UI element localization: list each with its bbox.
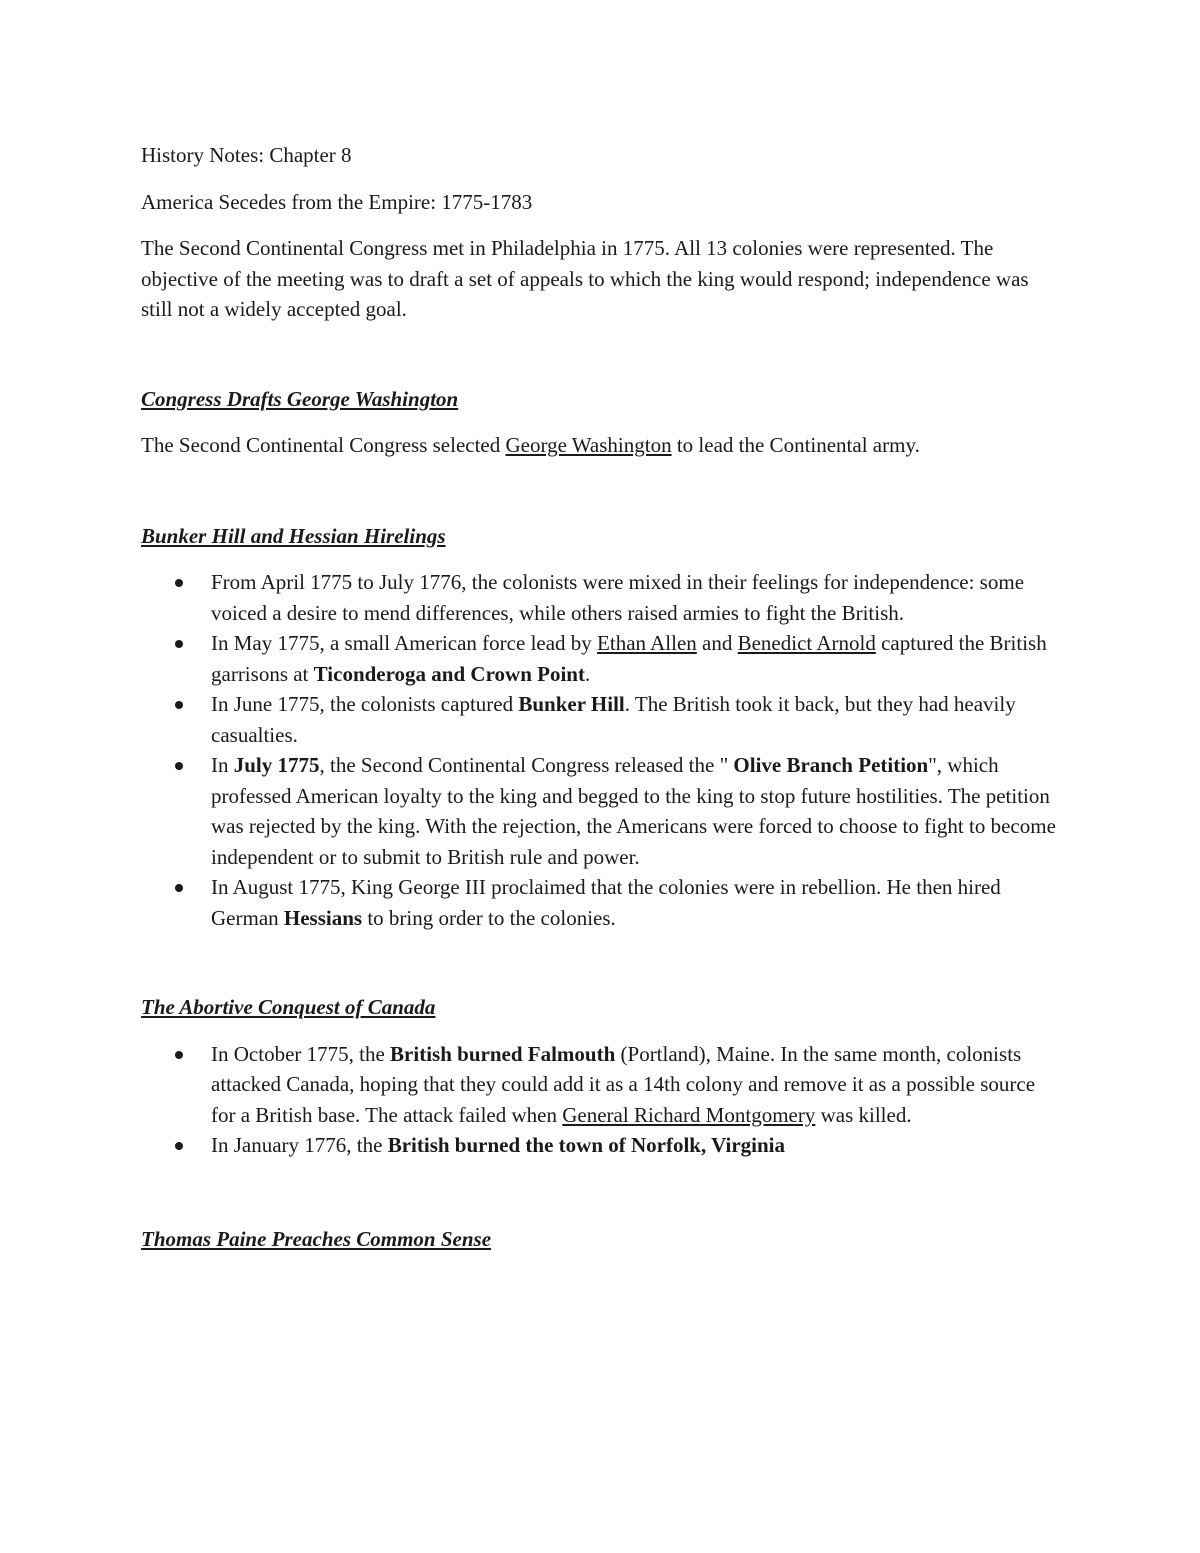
bullet-icon [175,762,183,770]
list-item [141,750,1061,872]
bullet-icon [175,1051,183,1059]
text-run: In January 1776, the [211,1133,388,1157]
text-run: (Portland), Maine. In the same month, colonists attacked Canada, hoping that they could add it as a 14th colony and remove it as a possible source for a British base. The attack failed when [211,1041,1036,1127]
underlined-name: Benedict Arnold [737,631,876,655]
section-heading-washington: Congress Drafts George Washington [141,386,459,411]
bullet-icon [175,701,183,709]
bullet-icon [175,1142,183,1150]
text-run: In August 1775, King George III proclaimed that the colonies were in rebellion. He then hired German [211,875,1001,930]
text-run: The Second Continental Congress selected [141,433,506,457]
section-heading-canada: The Abortive Conquest of Canada [141,995,436,1019]
bold-text: Olive Branch Petition [728,753,929,777]
intro-paragraph: The Second Continental Congress met in Philadelphia in 1775. All 13 colonies were represented. The objective of the meeting was to draft a set of appeals to which the king would respond; independence was still not a widely accepted goal. [141,236,1029,321]
list-item [141,872,1061,933]
list-item [141,567,1061,628]
text-run: , the Second Continental Congress released the " [319,753,729,777]
text-run: and [696,631,738,655]
list-item [141,1130,1061,1161]
text-run: to bring order to the colonies. [362,905,616,930]
section-body-washington [141,430,1061,461]
list-item [141,689,1061,750]
document-title: History Notes: Chapter 8 [141,143,352,167]
text-run: In October 1775, the [211,1041,391,1066]
underlined-name: Ethan Allen [597,631,697,655]
section-heading-thomas-paine: Thomas Paine Preaches Common Sense [141,1226,492,1251]
bullet-icon [175,579,183,587]
text-run: captured the British garrisons at [211,631,1047,686]
document-content [141,140,1061,1254]
text-run: to lead the Continental army. [671,433,920,457]
text-run: In [211,753,234,777]
text-run: . [584,661,591,686]
underlined-name: General Richard Montgomery [562,1102,816,1127]
list-item [141,1039,1061,1131]
text-run: ", which professed American loyalty to the king and begged to the king to stop future hostilities. The petition was rejected by the king. With the rejection, the Americans were forced to choose to fight to become independent or to submit to British rule and power. [211,753,1056,869]
bullet-icon [175,640,183,648]
text-run: . The British took it back, but they had heavily casualties. [211,692,1016,747]
list-item [141,628,1061,689]
document-subtitle: America Secedes from the Empire: 1775-1783 [141,189,533,214]
bullet-list-canada [141,1039,1061,1161]
underlined-name: George Washington [505,433,672,457]
bold-text: Hessians [283,905,363,930]
bold-text: Ticonderoga and Crown Point [313,661,585,686]
bold-text: British burned Falmouth [390,1041,616,1066]
text-run: was killed. [815,1102,912,1127]
bullet-icon [175,884,183,892]
bold-text: July 1775 [233,753,320,777]
bullet-list-bunker-hill [141,567,1061,933]
text-run: In May 1775, a small American force lead by [211,631,598,655]
text-run: In June 1775, the colonists captured [211,692,519,716]
text-run: From April 1775 to July 1776, the colonists were mixed in their feelings for independence: some voiced a desire to mend differences, while others raised armies to fight the British. [211,570,1025,625]
bold-text: British burned the town of Norfolk, Virginia [387,1133,785,1157]
bold-text: Bunker Hill [518,692,625,716]
section-heading-bunker-hill: Bunker Hill and Hessian Hirelings [141,523,446,548]
